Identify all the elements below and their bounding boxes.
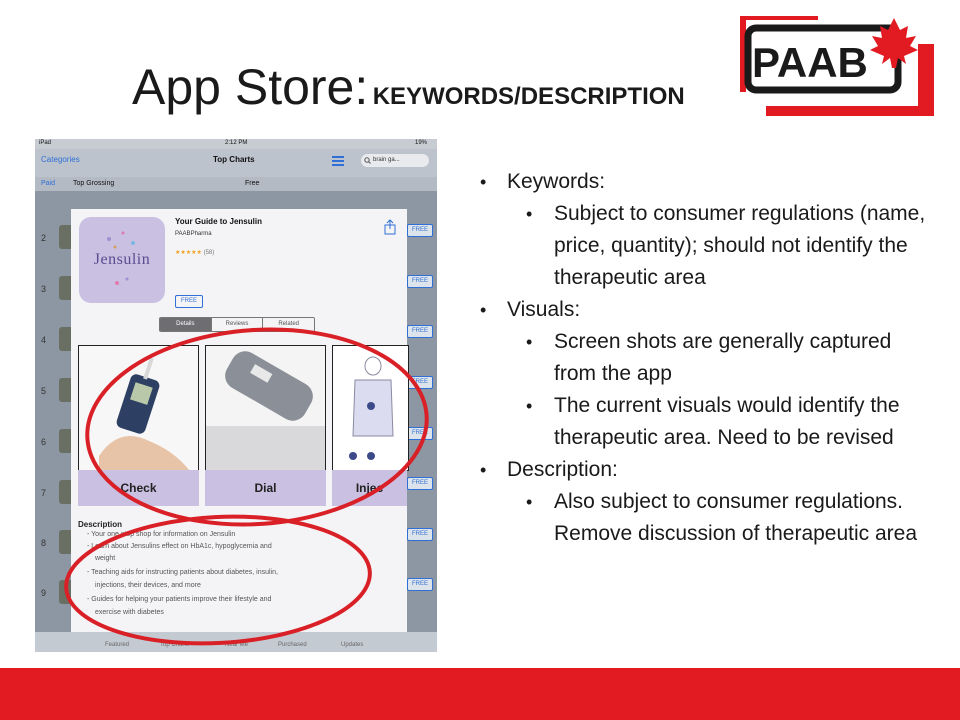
card-label-dial: Dial xyxy=(205,470,326,506)
tabbar-top-charts[interactable]: Top Charts xyxy=(160,642,190,648)
highlight-ellipse-description xyxy=(63,509,373,651)
row-number: 5 xyxy=(41,386,47,396)
free-button[interactable]: FREE xyxy=(407,427,433,440)
card-label-check: Check xyxy=(78,470,199,506)
free-button[interactable]: FREE xyxy=(407,275,433,288)
row-number: 9 xyxy=(41,588,47,598)
app-icon-word: Jensulin xyxy=(93,251,151,268)
description-line: - Learn about Jensulins effect on HbA1c, hypoglycemia and xyxy=(87,543,272,550)
footer-bar xyxy=(0,668,960,720)
row-number: 3 xyxy=(41,284,47,294)
logo-text: PAAB xyxy=(752,39,868,86)
row-number: 6 xyxy=(41,437,47,447)
tabbar-featured[interactable]: Featured xyxy=(105,642,130,648)
status-battery: 19% xyxy=(415,140,428,146)
app-developer[interactable]: PAABPharma xyxy=(175,231,212,237)
tabbar-updates[interactable]: Updates xyxy=(341,642,364,648)
row-number: 4 xyxy=(41,335,47,345)
free-button[interactable]: FREE xyxy=(407,325,433,338)
description-line: exercise with diabetes xyxy=(95,609,164,616)
bullet-list xyxy=(480,166,930,550)
description-line: - Your one stop shop for information on Jensulin xyxy=(87,531,236,538)
row-number: 2 xyxy=(41,233,47,243)
description-line: weight xyxy=(95,555,116,562)
description-line: - Teaching aids for instructing patients about diabetes, insulin, xyxy=(87,569,278,576)
slide-title-sub: KEYWORDS/DESCRIPTION xyxy=(372,83,685,110)
tab-details[interactable]: Details xyxy=(160,318,211,331)
tabbar-near-me[interactable]: Near Me xyxy=(225,642,249,648)
tabbar-purchased[interactable]: Purchased xyxy=(278,642,307,648)
app-name: Your Guide to Jensulin xyxy=(175,217,262,226)
categories-link[interactable]: Categories xyxy=(41,155,80,164)
card-label-inject: Injec xyxy=(332,470,407,506)
free-button[interactable]: FREE xyxy=(407,376,433,389)
bullet-visuals-sub: • Screen shots are generally captured from the app xyxy=(480,326,930,390)
bullet-visuals: • Visuals: xyxy=(480,294,930,326)
description-line: - Guides for helping your patients improve their lifestyle and xyxy=(87,596,272,603)
free-button[interactable]: FREE xyxy=(407,578,433,591)
row-number: 7 xyxy=(41,488,47,498)
get-free-button[interactable]: FREE xyxy=(175,295,203,308)
rating-count: (58) xyxy=(203,250,215,256)
search-value: brain ga... xyxy=(373,157,400,163)
nav-title: Top Charts xyxy=(213,155,255,164)
slide-title-main: App Store: xyxy=(132,59,369,115)
status-device: iPad xyxy=(39,140,52,146)
bullet-keywords-sub: • Subject to consumer regulations (name, price, quantity); should not identify the therapeutic area xyxy=(480,198,930,294)
tab-related[interactable]: Related xyxy=(262,318,314,331)
row-number: 8 xyxy=(41,538,47,548)
description-line: injections, their devices, and more xyxy=(95,582,201,589)
free-button[interactable]: FREE xyxy=(407,477,433,490)
free-button[interactable]: FREE xyxy=(407,528,433,541)
tab-paid[interactable]: Paid xyxy=(41,180,56,187)
bullet-visuals-sub: • The current visuals would identify the therapeutic area. Need to be revised xyxy=(480,390,930,454)
status-time: 2:12 PM xyxy=(225,140,248,146)
rating-stars: ★★★★★ xyxy=(175,250,202,256)
bullet-keywords: • Keywords: xyxy=(480,166,930,198)
bullet-description-sub: • Also subject to consumer regulations. Remove discussion of therapeutic area xyxy=(480,486,930,550)
highlight-ellipse-visuals xyxy=(81,318,434,535)
free-button[interactable]: FREE xyxy=(407,224,433,237)
tab-free[interactable]: Free xyxy=(245,180,260,187)
tab-top-grossing[interactable]: Top Grossing xyxy=(73,180,115,187)
bullet-description: • Description: xyxy=(480,454,930,486)
description-heading: Description xyxy=(78,520,123,529)
tab-reviews[interactable]: Reviews xyxy=(211,318,263,331)
